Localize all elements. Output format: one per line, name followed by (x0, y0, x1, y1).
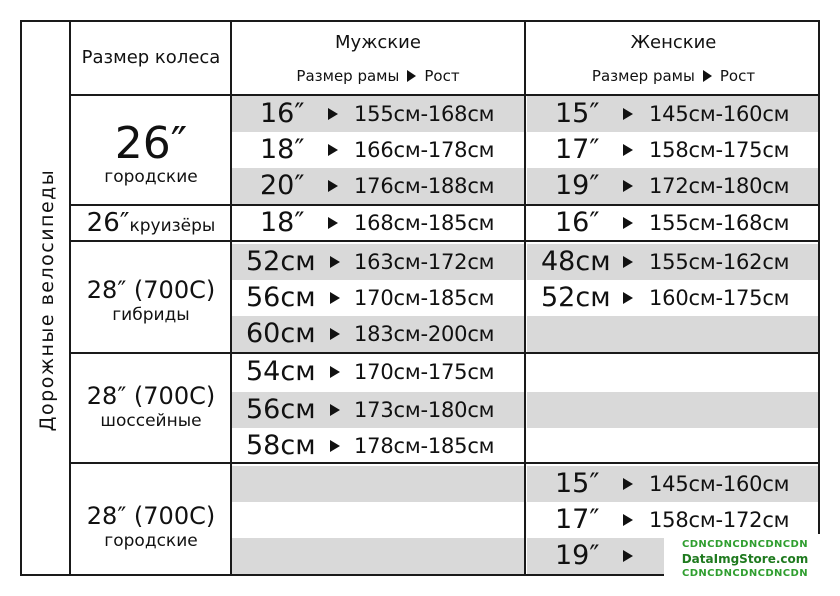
frame-size: 15″ (555, 468, 600, 499)
frame-size: 52см (541, 282, 611, 313)
height-range: 183см-200см (354, 322, 495, 346)
height-range: 155см-168см (354, 102, 495, 126)
size-row (527, 96, 820, 132)
row-shade (527, 392, 820, 428)
column-divider (69, 20, 71, 576)
wheel-type: городские (104, 167, 198, 187)
side-title-cell (26, 150, 66, 450)
wheel-cell (72, 382, 230, 432)
triangle-right-icon (623, 292, 633, 304)
frame-size: 56см (246, 282, 316, 313)
triangle-right-icon (623, 514, 633, 526)
header-height: Рост (719, 67, 756, 85)
frame-size: 17″ (555, 504, 600, 535)
size-row (527, 466, 820, 502)
triangle-right-icon (328, 144, 338, 156)
frame-size: 60см (246, 318, 316, 349)
triangle-right-icon (330, 256, 340, 268)
wheel-cell (72, 502, 230, 552)
size-row (232, 316, 524, 352)
side-title-text: Дорожные велосипеды (36, 168, 58, 432)
triangle-right-icon (623, 256, 633, 268)
size-row (527, 132, 820, 168)
wheel-type: гибриды (112, 305, 190, 325)
header-women: Женские (630, 32, 717, 53)
triangle-right-icon (623, 108, 633, 120)
table-border-top (20, 20, 820, 22)
height-range: 145см-160см (649, 472, 790, 496)
wheel-size: 28″ (700С) (86, 502, 216, 530)
frame-size: 17″ (555, 134, 600, 165)
frame-size: 56см (246, 394, 316, 425)
height-range: 172см-180см (649, 174, 790, 198)
frame-size: 16″ (260, 98, 305, 129)
wheel-cell (72, 206, 230, 240)
size-row (232, 244, 524, 280)
frame-size: 58см (246, 430, 316, 461)
frame-size: 15″ (555, 98, 600, 129)
triangle-right-icon (328, 180, 338, 192)
row-shade (232, 538, 524, 574)
height-range: 168см-185см (354, 211, 495, 235)
height-range: 160см-175см (649, 286, 790, 310)
triangle-right-icon (623, 144, 633, 156)
triangle-right-icon (330, 366, 340, 378)
height-range: 145см-160см (649, 102, 790, 126)
frame-size: 19″ (555, 170, 600, 201)
size-row (527, 244, 820, 280)
wheel-cell (72, 276, 230, 326)
height-range: 178см-185см (354, 434, 495, 458)
wheel-size: 28″ (700С) (86, 382, 216, 410)
size-row (232, 96, 524, 132)
triangle-right-icon (328, 217, 338, 229)
wheel-size: 26″ (114, 118, 188, 169)
size-row (232, 168, 524, 204)
wheel-size: 28″ (700С) (86, 276, 216, 304)
watermark-site: DataImgStore.com (681, 552, 809, 566)
frame-size: 19″ (555, 540, 600, 571)
column-divider (524, 20, 526, 576)
frame-size: 20″ (260, 170, 305, 201)
watermark-line: CDNCDNCDNCDNCDN (681, 568, 809, 579)
triangle-right-icon (623, 217, 633, 229)
triangle-right-icon (330, 404, 340, 416)
header-women-sub (527, 67, 820, 85)
wheel-type: круизёры (129, 216, 216, 236)
watermark (664, 534, 826, 588)
height-range: 166см-178см (354, 138, 495, 162)
height-range: 158см-172см (649, 508, 790, 532)
size-row (232, 132, 524, 168)
triangle-right-icon (623, 550, 633, 562)
height-range: 173см-180см (354, 398, 495, 422)
watermark-line: CDNCDNCDNCDNCDN (681, 539, 809, 550)
header-height: Рост (424, 67, 460, 85)
triangle-right-icon (330, 292, 340, 304)
triangle-right-icon (330, 328, 340, 340)
frame-size: 52см (246, 246, 316, 277)
triangle-right-icon (623, 180, 633, 192)
wheel-cell (72, 118, 230, 188)
height-range: 170см-175см (354, 360, 495, 384)
header-frame-size: Размер рамы (591, 67, 695, 85)
frame-size: 18″ (260, 207, 305, 238)
triangle-right-icon (328, 108, 338, 120)
size-row (232, 280, 524, 316)
row-shade (527, 316, 820, 352)
triangle-right-icon (703, 70, 712, 82)
height-range: 155см-168см (649, 211, 790, 235)
header-wheel-size: Размер колеса (81, 47, 221, 68)
size-row (527, 280, 820, 316)
header-men-sub (232, 67, 524, 85)
size-row (232, 205, 524, 241)
table-border-left (20, 20, 22, 576)
frame-size: 54см (246, 356, 316, 387)
size-row (232, 354, 524, 390)
height-range: 155см-162см (649, 250, 790, 274)
size-row (527, 502, 820, 538)
size-row (232, 428, 524, 464)
wheel-type: шоссейные (100, 411, 202, 431)
height-range: 176см-188см (354, 174, 495, 198)
wheel-size: 26″ (86, 208, 130, 238)
height-range: 158см-175см (649, 138, 790, 162)
height-range: 170см-185см (354, 286, 495, 310)
triangle-right-icon (623, 478, 633, 490)
header-frame-size: Размер рамы (296, 67, 400, 85)
frame-size: 48см (541, 246, 611, 277)
header-men: Мужские (335, 32, 421, 53)
height-range: 163см-172см (354, 250, 495, 274)
size-row (527, 168, 820, 204)
wheel-type: городские (104, 531, 198, 551)
size-row (232, 392, 524, 428)
size-row (527, 205, 820, 241)
row-shade (232, 466, 524, 502)
triangle-right-icon (330, 440, 340, 452)
frame-size: 16″ (555, 207, 600, 238)
triangle-right-icon (407, 70, 416, 82)
frame-size: 18″ (260, 134, 305, 165)
